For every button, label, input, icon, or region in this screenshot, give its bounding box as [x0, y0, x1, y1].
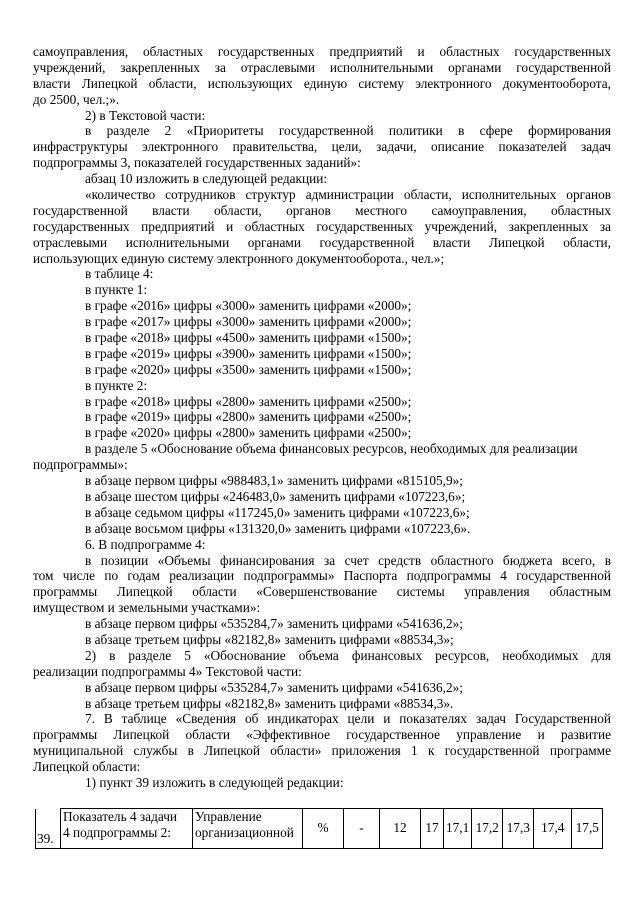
text-line: абзац 10 изложить в следующей редакции: [85, 171, 328, 187]
table-cell-indicator-name [61, 809, 193, 849]
table-cell-value: 17,3 [503, 809, 534, 849]
text-line: в абзаце седьмом цифры «117245,0» заменить цифрами «107223,6»; [85, 504, 470, 520]
table-cell-value: 17 [421, 809, 444, 849]
text-line: государственных предприятий и областных государственных учреждений, закрепленных за [33, 218, 611, 234]
text-line: в позиции «Объемы финансирования за счет средств областного бюджета всего, в [85, 552, 611, 568]
text-line: 2) в разделе 5 «Обоснование объема финансовых ресурсов, необходимых для [85, 647, 611, 663]
text-line: программы Липецкой области «Эффективное государственное управление и развитие [33, 727, 611, 743]
text-line: в графе «2016» цифры «3000» заменить цифрами «2000»; [85, 298, 412, 314]
text-line: том числе по годам реализации подпрограммы» Паспорта подпрограммы 4 государственной [33, 568, 611, 584]
text-line: самоуправления, областных государственных предприятий и областных государственных [33, 44, 611, 59]
text-line: государственной власти области, органов местного самоуправления, областных [33, 202, 611, 218]
table-cell-value: 17,5 [572, 809, 603, 849]
text-line: 7. В таблице «Сведения об индикаторах цели и показателях задач Государственной [85, 711, 611, 727]
text-line: 1) пункт 39 изложить в следующей редакции: [85, 774, 344, 790]
text-line: в разделе 5 «Обоснование объема финансовых ресурсов, необходимых для реализации [85, 441, 578, 457]
text-line: «количество сотрудников структур администрации области, исполнительных органов [85, 187, 611, 203]
text-line: в графе «2019» цифры «3900» заменить цифрами «1500»; [85, 345, 412, 361]
indicator-table [35, 808, 603, 849]
text-line: в графе «2018» цифры «4500» заменить цифрами «1500»; [85, 330, 412, 346]
indicator-name-line: 4 подпрограммы 2: [63, 824, 171, 840]
table-cell-value: 17,4 [534, 809, 572, 849]
text-line: власти Липецкой области, использующих единую систему электронного документооборота, [33, 75, 611, 91]
text-line: в графе «2019» цифры «2800» заменить цифрами «2500»; [85, 409, 412, 425]
table-cell-unit: % [303, 809, 344, 849]
text-line: имуществом и земельными участками»: [33, 600, 261, 616]
text-line: в графе «2020» цифры «2800» заменить цифрами «2500»; [85, 425, 412, 441]
text-line: подпрограммы 3, показателей государственных заданий»: [33, 155, 361, 171]
text-line: в графе «2020» цифры «3500» заменить цифрами «1500»; [85, 361, 412, 377]
table-cell-value: 17,1 [444, 809, 472, 849]
text-line: Липецкой области: [33, 759, 141, 775]
table-cell-value: 12 [380, 809, 421, 849]
document-body [33, 44, 611, 791]
text-line: в абзаце третьем цифры «82182,8» заменить цифрами «88534,3». [85, 695, 454, 711]
text-line: в графе «2018» цифры «2800» заменить цифрами «2500»; [85, 393, 412, 409]
text-line: в абзаце первом цифры «535284,7» заменить цифрами «541636,2»; [85, 616, 464, 632]
text-line: до 2500, чел.;». [33, 91, 120, 107]
text-line: в абзаце третьем цифры «82182,8» заменить цифрами «88534,3»; [85, 631, 454, 647]
text-line: в абзаце первом цифры «535284,7» заменить цифрами «541636,2»; [85, 679, 464, 695]
table-cell-executor [193, 809, 303, 849]
table-cell-value: 17,2 [472, 809, 503, 849]
text-line: в пункте 1: [85, 282, 148, 298]
executor-line: Управление [195, 809, 262, 824]
text-line: отраслевыми исполнительными органами государственной власти Липецкой области, [33, 234, 611, 250]
text-line: учреждений, закрепленных за отраслевыми исполнительными органами государственной [33, 59, 611, 75]
text-line: подпрограммы»: [33, 457, 128, 473]
table-cell-row-number [36, 809, 61, 849]
text-line: в абзаце восьмом цифры «131320,0» заменить цифрами «107223,6». [85, 520, 471, 536]
table-cell-value: - [344, 809, 380, 849]
text-line: в абзаце шестом цифры «246483,0» заменить цифрами «107223,6»; [85, 488, 466, 504]
text-line: в таблице 4: [85, 266, 154, 282]
text-line: в абзаце первом цифры «988483,1» заменить цифрами «815105,9»; [85, 473, 464, 489]
text-line: 2) в Текстовой части: [85, 107, 206, 123]
text-line: в пункте 2: [85, 377, 148, 393]
text-line: в разделе 2 «Приоритеты государственной политики в сфере формирования [85, 123, 611, 139]
text-line: инфраструктуры электронного правительства, цели, задачи, описание показателей задач [33, 139, 611, 155]
executor-line: организационной [195, 824, 294, 840]
text-line: 6. В подпрограмме 4: [85, 536, 206, 552]
row-number: 39. [37, 830, 54, 846]
text-line: муниципальной службы в Липецкой области» приложения 1 к государственной программе [33, 743, 611, 759]
text-line: использующих единую систему электронного документооборота., чел.»; [33, 250, 445, 266]
text-line: программы Липецкой области «Совершенствование системы управления областным [33, 584, 611, 600]
indicator-name-line: Показатель 4 задачи [63, 809, 178, 824]
table-row [36, 809, 603, 849]
text-line: в графе «2017» цифры «3000» заменить цифрами «2000»; [85, 314, 412, 330]
text-line: реализации подпрограммы 4» Текстовой части: [33, 663, 302, 679]
